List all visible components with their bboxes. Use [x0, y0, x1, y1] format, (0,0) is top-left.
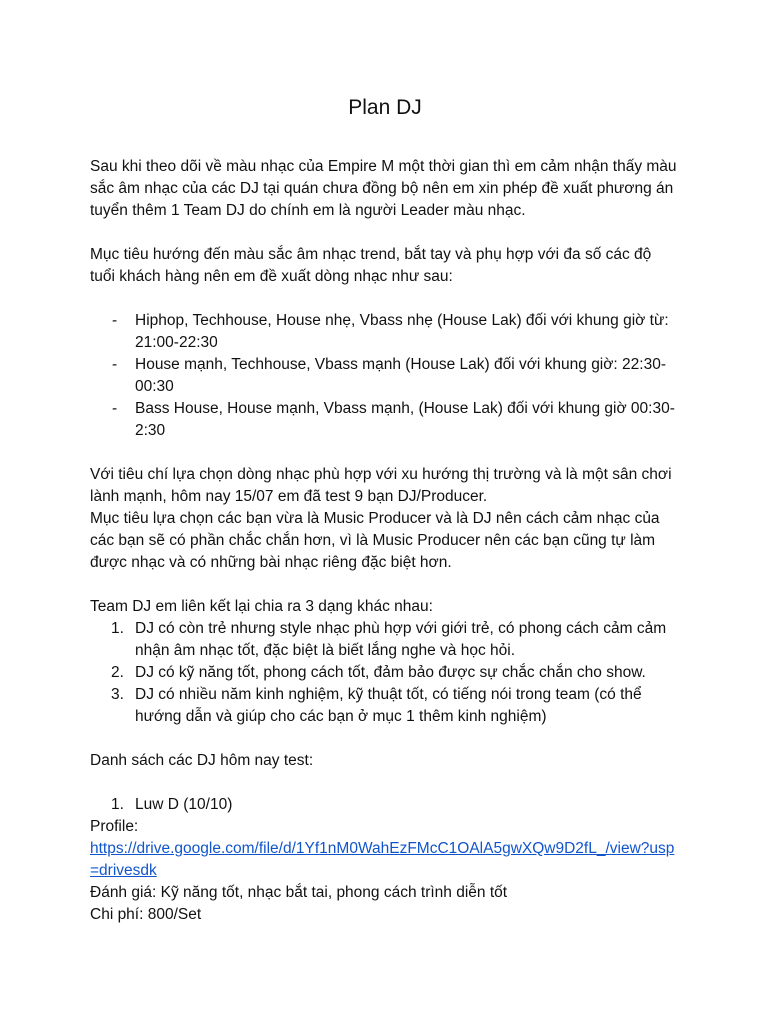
dj-review: Đánh giá: Kỹ năng tốt, nhạc bắt tai, phong cách trình diễn tốt — [90, 884, 508, 901]
producer-paragraph: Mục tiêu lựa chọn các bạn vừa là Music Producer và là DJ nên cách cảm nhạc của các bạn sẽ có phần chắc chắn hơn, vì là Music Producer nên các bạn cũng tự làm được nhạc và có những bài nhạc riêng đặc biệt hơn. — [90, 510, 660, 571]
genre-item: - Bass House, House mạnh, Vbass mạnh, (House Lak) đối với khung giờ 00:30-2:30 — [90, 398, 680, 442]
dj-list — [90, 794, 680, 816]
team-type-text: DJ có kỹ năng tốt, phong cách tốt, đảm bảo được sự chắc chắn cho show. — [135, 664, 646, 681]
goal-paragraph: Mục tiêu hướng đến màu sắc âm nhạc trend, bắt tay và phụ hợp với đa số các độ tuổi khách hàng nên em đề xuất dòng nhạc như sau: — [90, 246, 652, 285]
team-type-text: DJ có còn trẻ nhưng style nhạc phù hợp với giới trẻ, có phong cách cảm cảm nhận âm nhạc tốt, đặc biệt là biết lắng nghe và học hỏi. — [135, 620, 667, 659]
dj-list-heading: Danh sách các DJ hôm nay test: — [90, 752, 314, 769]
profile-label: Profile: — [90, 818, 139, 835]
list-number: 3. — [111, 686, 124, 703]
list-number: 1. — [111, 620, 124, 637]
list-number: 2. — [111, 664, 124, 681]
team-intro: Team DJ em liên kết lại chia ra 3 dạng khác nhau: — [90, 598, 433, 615]
team-type-text: DJ có nhiều năm kinh nghiệm, kỹ thuật tốt, có tiếng nói trong team (có thể hướng dẫn và giúp cho các bạn ở mục 1 thêm kinh nghiệm) — [135, 686, 642, 725]
team-type-item — [90, 662, 680, 684]
list-number: 1. — [111, 796, 124, 813]
dj-item — [90, 794, 680, 816]
dj-cost: Chi phí: 800/Set — [90, 906, 202, 923]
profile-link[interactable]: https://drive.google.com/file/d/1Yf1nM0WahEzFMcC1OAlA5gwXQw9D2fL_/view?usp=drivesdk — [90, 840, 675, 879]
team-type-item — [90, 684, 680, 728]
team-type-item — [90, 618, 680, 662]
genre-item: - Hiphop, Techhouse, House nhẹ, Vbass nhẹ (House Lak) đối với khung giờ từ: 21:00-22:30 — [90, 310, 680, 354]
genre-list — [90, 310, 680, 442]
genre-item: - House mạnh, Techhouse, Vbass mạnh (House Lak) đối với khung giờ: 22:30-00:30 — [90, 354, 680, 398]
dj-name: Luw D (10/10) — [135, 796, 233, 813]
document-title: Plan DJ — [348, 96, 422, 119]
intro-paragraph: Sau khi theo dõi về màu nhạc của Empire M một thời gian thì em cảm nhận thấy màu sắc âm nhạc của các DJ tại quán chưa đồng bộ nên em xin phép đề xuất phương án tuyển thêm 1 Team DJ do chính em là người Leader màu nhạc. — [90, 158, 677, 219]
criteria-paragraph: Với tiêu chí lựa chọn dòng nhạc phù hợp với xu hướng thị trường và là một sân chơi lành mạnh, hôm nay 15/07 em đã test 9 bạn DJ/Producer. — [90, 466, 672, 505]
team-type-list — [90, 618, 680, 728]
